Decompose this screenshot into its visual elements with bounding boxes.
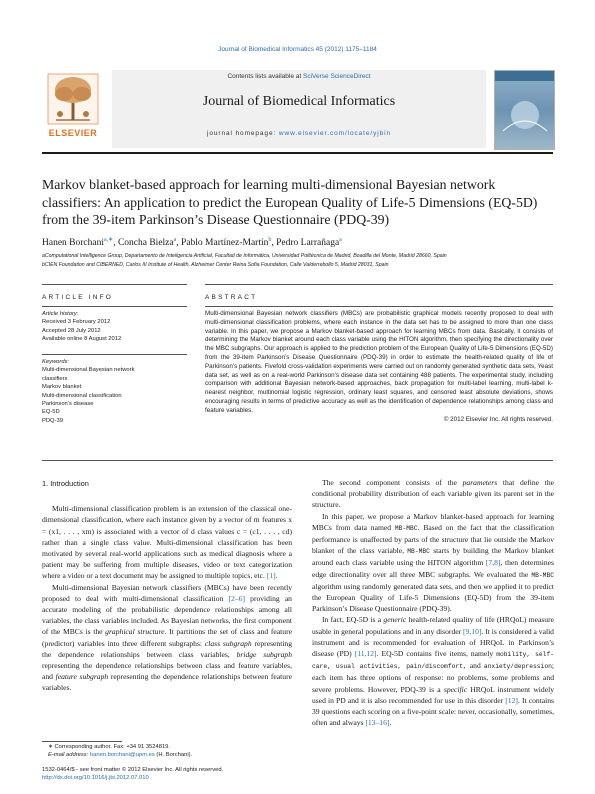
journal-header (42, 70, 553, 150)
left-column (42, 478, 292, 694)
email-line: E-mail address: hanen.borchani@upm.es (H. Borchani). (48, 752, 193, 759)
abstract-rule-bottom (42, 460, 553, 461)
contents-prefix: Contents lists available at (227, 73, 302, 80)
citation-link[interactable]: [12] (505, 695, 518, 705)
author-2[interactable]: Concha Bielza$^a$ (117, 237, 177, 249)
citation-link[interactable]: [11,12] (354, 649, 377, 659)
keyword: classifiers (42, 375, 68, 382)
info-rule-top (42, 284, 187, 285)
keywords (42, 358, 162, 425)
article-history (42, 310, 162, 344)
abstract-copyright: © 2012 Elsevier Inc. All rights reserved. (443, 415, 553, 423)
journal-reference[interactable]: Journal of Biomedical Informatics 45 (2012) 1175–1184 (218, 46, 377, 53)
abstract-rule-mid (205, 306, 553, 307)
intro-paragraph-2: Multi-dimensional Bayesian network classifiers (MBCs) have been recently proposed to deal with multi-dimensional classification [2–6] providing an accurate modeling of the probabilistic dependence relationships among all variables, the class variables included. As Bayesian networks, the first component of the MBCs is the graphical structure. It partitions the set of class and feature (predictor) variables into three different subgraphs: class subgraph representing the dependence relationships between class variables, bridge subgraph representing the dependence relationships between class and feature variables, and feature subgraph representing the dependence relationships between feature variables. (42, 582, 293, 693)
contents-line (112, 73, 486, 80)
footnote-rule (42, 741, 122, 742)
homepage-link[interactable]: www.elsevier.com/locate/yjbin (278, 130, 391, 137)
keywords-label: Keywords: (42, 359, 70, 365)
paragraph-eq5d: In fact, EQ-5D is a generic health-related quality of life (HRQoL) measure usable in general populations and in any disorder [9,10]. It is considered a valid instrument and is recommended for evaluation of HRQoL in Parkinson’s disease (PD) [11,12]. EQ-5D contains five items, namely mobility, self-care, usual activities, pain/discomfort, and anxiety/depression; each item has three options of response: no problems, some problems and severe problems. However, PDQ-39 is a specific HRQoL instrument widely used in PD and it is also recommended for use in this disorder [12]. It contains 39 questions each scoring on a five-point scale: never, occasionally, sometimes, often and always [13–16]. (312, 615, 555, 728)
citation-link[interactable]: [1] (266, 571, 276, 581)
issn-line: 1532-0464/$ - see front matter © 2012 Elsevier Inc. All rights reserved. (42, 767, 224, 773)
affiliation-b: bCIEN Foundation and CIBERNED, Carlos III Institute of Health, Alzheimer Center Reina Sofia Foundation, Calle Valderrebollo 5, Madrid 28031, Spain (42, 262, 389, 268)
header-rule (42, 152, 553, 154)
history-accepted: Accepted 28 July 2012 (42, 327, 101, 334)
affiliation-a: aComputational Intelligence Group, Departamento de Inteligencia Artificial, Facultad de Informática, Universidad Politécnica de Madrid, Boadilla del Monte, Madrid 28660, Spain (42, 253, 447, 259)
email-link[interactable]: hanen.borchani@upm.es (89, 752, 155, 759)
homepage-prefix: journal homepage: (207, 130, 277, 137)
keyword: EQ-5D (42, 409, 60, 416)
journal-banner (112, 70, 486, 148)
history-label: Article history: (42, 311, 79, 317)
history-received: Received 3 February 2012 (42, 319, 111, 326)
abstract-text: Multi-dimensional Bayesian network classifiers (MBCs) are probabilistic graphical models recently proposed to deal with multi-dimensional classification problems, where each instance in the data set has to be assigned to more than one class variable. In this paper, we propose a Markov blanket-based approach for learning MBCs from data. Basically, it consists of determining the Markov blanket around each class variable using the HITON algorithm, then specifying the directionality over the MBC subgraphs. Our approach is applied to the prediction problem of the European Quality of Life-5 Dimensions (EQ-5D) from the 39-item Parkinson’s Disease Questionnaire (PDQ-39) in order to estimate the health-related quality of life of Parkinson’s patients. Fivefold cross-validation experiments were carried out on randomly generated synthetic data sets, Yeast data set, as well as on a real-world Parkinson’s disease data set containing 488 patients. The experimental study, including comparison with additional Bayesian network-based approaches, back propagation for multi-label learning, multi-label k-nearest neighbor, multinomial logistic regression, ordinary least squares, and censored least absolute deviations, shows encouraging results in terms of predictive accuracy as well as the identification of dependence relationships among class and feature variables. (205, 310, 553, 414)
right-column (312, 477, 554, 728)
sciencedirect-link[interactable]: SciVerse ScienceDirect (302, 73, 371, 80)
section-heading-introduction: 1. Introduction (42, 479, 89, 488)
history-online: Available online 8 August 2012 (42, 336, 122, 343)
paragraph-parameters: The second component consists of the parameters that define the conditional probability distribution of each variable given its parent set in the structure. (312, 478, 554, 510)
author-list: Hanen Borchani$^{a,∗}$, Concha Bielza$^a$, Pablo Martínez-Martín$^b$, Pedro Larrañaga$^a$ (42, 237, 342, 249)
keyword: Parkinson’s disease (42, 401, 94, 408)
keyword: Multi-dimensional classification (42, 392, 122, 399)
abstract-body (205, 310, 553, 424)
info-rule-mid (42, 306, 187, 307)
keyword: Markov blanket (42, 384, 82, 391)
citation-link[interactable]: [7,8] (485, 558, 501, 568)
publisher-name: ELSEVIER (48, 128, 98, 138)
corresponding-author: ∗ Corresponding author. Fax: +34 91 3524819. (48, 744, 171, 750)
affiliations (42, 252, 553, 270)
abstract-heading: ABSTRACT (205, 294, 258, 301)
journal-cover-thumbnail (494, 70, 555, 150)
keyword: PDQ-39 (42, 417, 63, 424)
citation-link[interactable]: [2–6] (228, 593, 245, 603)
citation-link[interactable]: [13–16] (365, 718, 390, 728)
journal-homepage (112, 130, 486, 137)
doi-link[interactable]: http://dx.doi.org/10.1016/j.jbi.2012.07.010 (42, 775, 149, 782)
author-3[interactable]: Pablo Martínez-Martín$^b$ (181, 237, 272, 249)
intro-paragraph-1: Multi-dimensional classification problem is an extension of the classical one-dimensional classification, where each instance given by a vector of m features x = (x1, . . . , xm) is associated with a vector of d class values c = (c1, . . . , cd) rather than a single class value. Multi-dimensional classification has been motivated by several real-world applications such as medical diagnosis where a patient may be suffering from multiple diseases, video or text categorization where a video or a text document may be assigned to multiple topics, etc. [1]. (42, 504, 292, 581)
paragraph-proposal: In this paper, we propose a Markov blanket-based approach for learning MBCs from data named MB-MBC. Based on the fact that the classification performance is unaffected by parts of the structure that lie outside the Markov blanket of the class variable, MB-MBC starts by building the Markov blanket around each class variable using the HITON algorithm [7,8], then determines edge directionality over all three MBC subgraphs. We evaluated the MB-MBC algorithm using randomly generated data sets, and then we applied it to predict the European Quality of Life-5 Dimensions (EQ-5D) from the 39-item Parkinson’s Disease Questionnaire (PDQ-39). (312, 511, 555, 614)
author-1[interactable]: Hanen Borchani$^{a,∗}$ (42, 237, 114, 249)
author-4[interactable]: Pedro Larrañaga$^a$ (276, 237, 342, 249)
abstract-rule-top (205, 284, 553, 285)
journal-title: Journal of Biomedical Informatics (202, 94, 396, 109)
front-matter (42, 766, 292, 782)
footnotes (42, 743, 292, 759)
article-info-heading: ARTICLE INFO (42, 294, 114, 301)
article-title: Markov blanket-based approach for learning multi-dimensional Bayesian network classifiers: An application to predict the European Quality of Life-5 Dimensions (EQ-5D) from the 39-item Parkinson’s Disease Questionnaire (PDQ-39) (42, 177, 538, 227)
info-rule-keywords (42, 354, 187, 355)
keyword: Multi-dimensional Bayesian network (42, 367, 135, 374)
citation-link[interactable]: [9,10] (463, 626, 482, 636)
